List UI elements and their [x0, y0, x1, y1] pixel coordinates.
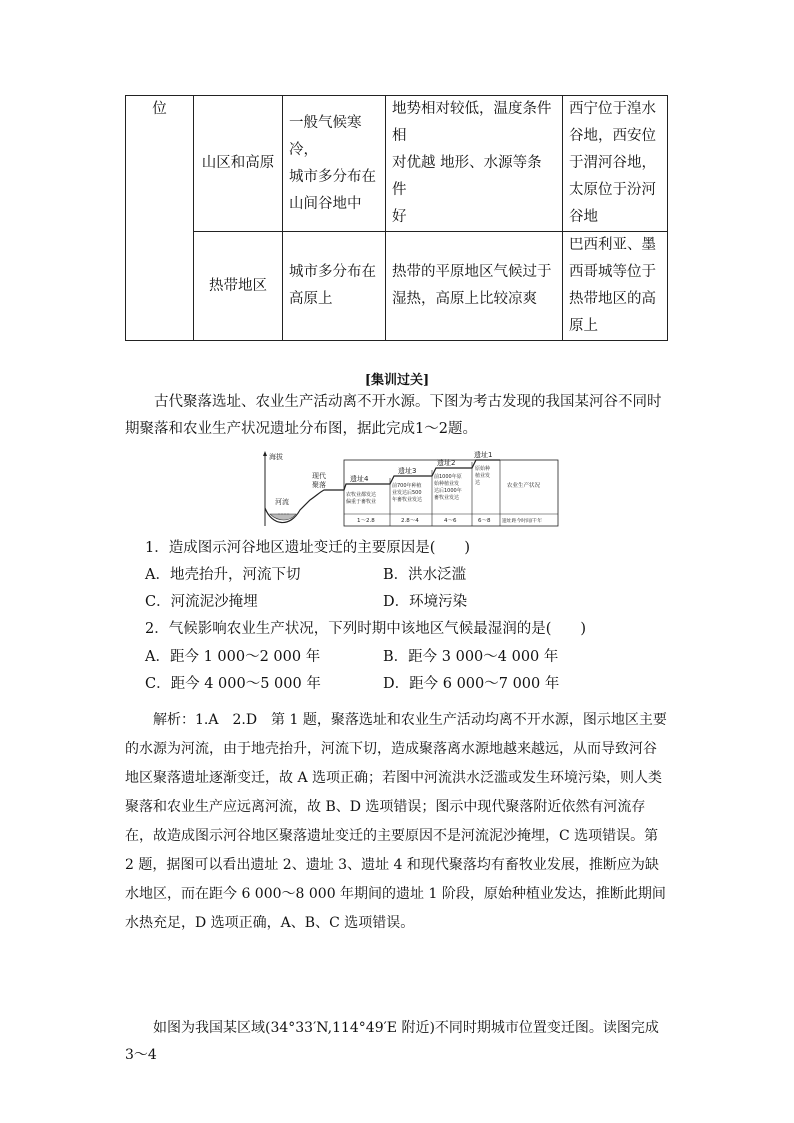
time-label-3: 2.8～4: [401, 518, 419, 524]
q1-option-c: C．河流泥沙掩埋: [145, 594, 258, 610]
table-cell-example: 西宁位于湟水 谷地，西安位 于渭河谷地， 太原位于汾河 谷地: [563, 96, 668, 232]
city-location-table: [125, 95, 668, 341]
y-axis-arrow: [263, 451, 267, 456]
modern-label: 现代: [312, 472, 326, 480]
site1-desc: 原始种: [475, 466, 491, 472]
table-cell-category: 位: [126, 96, 194, 341]
question-2-stem: 2．气候影响农业生产状况，下列时期中该地区气候最湿润的是( ): [145, 621, 587, 637]
q2-option-c: C．距今 4 000～5 000 年: [145, 676, 321, 692]
table-cell-reason: 热带的平原地区气候过于 湿热，高原上比较凉爽: [386, 232, 563, 341]
intro-paragraph: 古代聚落选址、农业生产活动离不开水源。下图为考古发现的我国某河谷不同时期聚落和农业生产状况遗址分布图，据此完成1～2题。: [125, 394, 662, 437]
site4-label: 遗址4: [350, 475, 369, 483]
site3-label: 遗址3: [398, 467, 417, 475]
site1-desc: 植业发: [475, 473, 491, 479]
table-row: [126, 232, 668, 341]
site4-desc: 偏重于畜牧业: [346, 499, 377, 505]
modern-label: 聚落: [312, 481, 326, 489]
table-row: [126, 96, 668, 232]
site3-desc: 前700年种植: [392, 483, 422, 489]
figure-svg: [260, 448, 560, 530]
site2-desc: 前1000年原: [434, 474, 462, 480]
site2-desc: 畜牧业发达: [434, 495, 460, 501]
site2-desc: 达后1000年: [434, 488, 462, 494]
y-axis-label: 海拔: [269, 453, 283, 461]
river-label: 河流: [275, 498, 289, 506]
q1-option-b: B．洪水泛滥: [383, 567, 467, 583]
q1-option-d: D．环境污染: [383, 594, 468, 610]
table-cell-region: 山区和高原: [194, 96, 283, 232]
q2-option-d: D．距今 6 000～7 000 年: [383, 676, 560, 692]
time-axis-label: 遗址距今时间/千年: [502, 519, 542, 524]
site2-desc: 始种植业发: [434, 481, 460, 487]
site3-desc: 业发达后500: [392, 490, 422, 496]
table-cell-distribution: 城市多分布在 高原上: [283, 232, 386, 341]
table-cell-example: 巴西利亚、墨 西哥城等位于 热带地区的高 原上: [563, 232, 668, 341]
q2-option-b: B．距今 3 000～4 000 年: [383, 649, 559, 665]
next-question-intro: 如图为我国某区域(34°33′N,114°49′E 附近)不同时期城市位置变迁图。读图完成 3～4: [125, 1020, 659, 1063]
agri-label: 农业生产状况: [507, 483, 541, 489]
site2-label: 遗址2: [437, 459, 456, 467]
site1-label: 遗址1: [474, 451, 493, 459]
question-1-stem: 1．造成图示河谷地区遗址变迁的主要原因是( ): [145, 540, 471, 556]
time-label-1: 6～8: [478, 518, 491, 524]
q1-option-a: A．地壳抬升，河流下切: [145, 567, 301, 583]
table-cell-reason: 地势相对较低，温度条件相 对优越 地形、水源等条件 好: [386, 96, 563, 232]
table-cell-distribution: 一般气候寒冷， 城市多分布在 山间谷地中: [283, 96, 386, 232]
site1-desc: 达: [475, 480, 481, 486]
table-cell-region: 热带地区: [194, 232, 283, 341]
site3-desc: 年畜牧业发达: [392, 497, 423, 503]
river-valley-figure: [260, 448, 560, 530]
terrain-profile: [265, 460, 500, 523]
time-label-2: 4～6: [444, 518, 457, 524]
time-label-4: 1～2.8: [357, 518, 375, 524]
q2-option-a: A．距今 1 000～2 000 年: [145, 649, 321, 665]
answer-explanation: 解析：1.A 2.D 第 1 题，聚落选址和农业生产活动均离不开水源，图示地区主要的水源为河流，由于地壳抬升，河流下切，造成聚落离水源地越来越远，从而导致河谷地区聚落遗址逐渐变迁，故 A 选项正确；若图中河流洪水泛滥或发生环境污染，则人类聚落和农业生产应远离河流，故 B、D 选项错误；图示中现代聚落附近依然有河流存在，故造成图示河谷地区聚落遗址变迁的主要原因不是河流泥沙掩埋，C 选项错误。第 2 题，据图可以看出遗址 2、遗址 3、遗址 4 和现代聚落均有畜牧业发展，推断应为缺水地区，而在距今 6 000～8 000 年期间的遗址 1 阶段，原始种植业发达，推断此期间水热充足，D 选项正确，A、B、C 选项错误。: [125, 712, 667, 931]
section-heading: [集训过关]: [364, 373, 430, 388]
site4-desc: 农牧业都发达: [346, 492, 377, 498]
